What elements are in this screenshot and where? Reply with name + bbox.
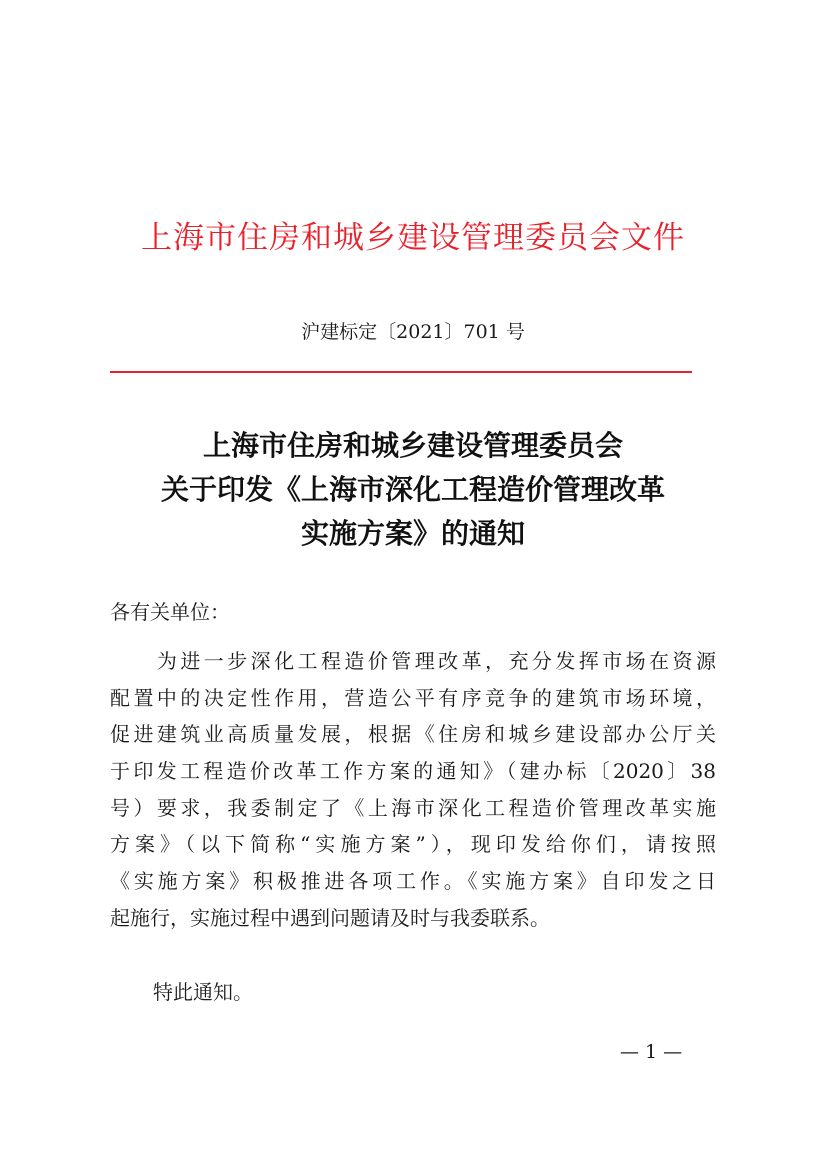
salutation: 各有关单位： — [110, 600, 230, 624]
notice-title-line: 实施方案》的通知 — [300, 517, 525, 550]
body-line: 促进建筑业高质量发展，根据《住房和城乡建设部办公厅关 — [110, 722, 716, 747]
notice-body — [110, 643, 716, 937]
notice-title-line: 关于印发《上海市深化工程造价管理改革 — [160, 473, 665, 506]
page-number: — 1 — — [620, 1041, 683, 1063]
document-header-title: 上海市住房和城乡建设管理委员会文件 — [141, 220, 685, 256]
body-line: 方案》（以下简称“实施方案”），现印发给你们，请按照 — [110, 832, 716, 857]
notice-title-line: 上海市住房和城乡建设管理委员会 — [202, 429, 623, 462]
document-number: 沪建标定〔2021〕701 号 — [301, 321, 525, 343]
body-line: 于印发工程造价改革工作方案的通知》（建办标〔2020〕38 — [110, 759, 716, 784]
body-line: 配置中的决定性作用，营造公平有序竞争的建筑市场环境， — [110, 685, 716, 710]
header-divider-line — [110, 371, 692, 373]
body-line: 起施行，实施过程中遇到问题请及时与我委联系。 — [110, 905, 550, 930]
body-line: 号）要求，我委制定了《上海市深化工程造价管理改革实施 — [110, 795, 716, 820]
body-line: 《实施方案》积极推进各项工作。《实施方案》自印发之日 — [110, 869, 716, 894]
closing-remark: 特此通知。 — [153, 980, 253, 1004]
notice-title — [0, 424, 826, 556]
body-line: 为进一步深化工程造价管理改革，充分发挥市场在资源 — [110, 649, 716, 673]
